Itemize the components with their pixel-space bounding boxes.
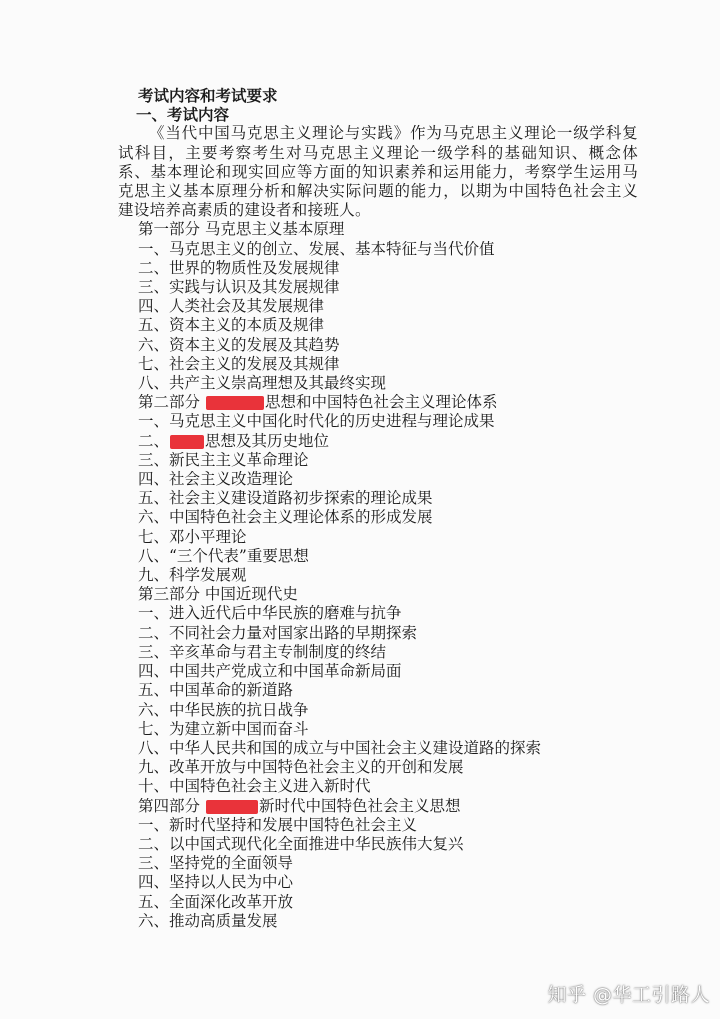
document-content bbox=[118, 86, 638, 931]
list-item: 四、中国共产党成立和中国革命新局面 bbox=[138, 662, 402, 681]
part4-title bbox=[118, 797, 638, 816]
section-heading: 一、考试内容 bbox=[136, 105, 230, 125]
list-item: 六、中国特色社会主义理论体系的形成发展 bbox=[138, 508, 433, 527]
list-item: 一、马克思主义的创立、发展、基本特征与当代价值 bbox=[138, 239, 495, 258]
list-item: 三、坚持党的全面领导 bbox=[138, 854, 294, 873]
list-item: 四、人类社会及其发展规律 bbox=[138, 297, 325, 316]
list-item: 八、中华人民共和国的成立与中国社会主义建设道路的探索 bbox=[138, 738, 542, 757]
list-item: 七、邓小平理论 bbox=[138, 527, 247, 546]
list-item: 八、“三个代表”重要思想 bbox=[138, 546, 309, 565]
list-item: 三、辛亥革命与君主专制制度的终结 bbox=[138, 642, 387, 661]
list-item: 二、世界的物质性及发展规律 bbox=[138, 258, 340, 277]
list-item: 七、社会主义的发展及其规律 bbox=[138, 354, 340, 373]
redaction-mark bbox=[170, 435, 204, 449]
list-item: 二、以中国式现代化全面推进中华民族伟大复兴 bbox=[138, 834, 464, 853]
list-item: 四、社会主义改造理论 bbox=[138, 470, 294, 489]
intro-paragraph: 《当代中国马克思主义理论与实践》作为马克思主义理论一级学科复试科目，主要考察考生对马克思主义理论一级学科的基础知识、概念体系、基本理论和现实回应等方面的知识素养和运用能力，考察学生运用马克思主义基本原理分析和解决实际问题的能力，以期为中国特色社会主义建设培养高素质的建设者和接班人。 bbox=[118, 124, 638, 220]
list-item: 六、推动高质量发展 bbox=[138, 911, 278, 930]
list-item bbox=[118, 432, 638, 451]
list-item: 八、共产主义崇高理想及其最终实现 bbox=[138, 374, 387, 393]
list-item: 五、资本主义的本质及规律 bbox=[138, 316, 325, 335]
document-heading: 考试内容和考试要求 bbox=[138, 86, 278, 105]
list-item: 十、中国特色社会主义进入新时代 bbox=[138, 777, 371, 796]
part2-title-suffix: 思想和中国特色社会主义理论体系 bbox=[264, 393, 498, 412]
part2-title bbox=[118, 393, 638, 412]
list-item: 三、新民主主义革命理论 bbox=[138, 450, 309, 469]
list-item: 一、新时代坚持和发展中国特色社会主义 bbox=[138, 815, 418, 834]
watermark-text: 知乎 @华工引路人 bbox=[547, 984, 710, 1006]
list-item: 五、社会主义建设道路初步探索的理论成果 bbox=[138, 489, 433, 508]
list-item: 七、为建立新中国而奋斗 bbox=[138, 719, 309, 738]
part2-title-prefix: 第二部分 bbox=[138, 393, 205, 412]
list-item: 二、不同社会力量对国家出路的早期探索 bbox=[138, 623, 418, 642]
redaction-mark bbox=[206, 396, 264, 410]
redaction-mark bbox=[206, 800, 258, 814]
item-suffix: 思想及其历史地位 bbox=[205, 431, 330, 450]
list-item: 五、中国革命的新道路 bbox=[138, 681, 294, 700]
list-item: 六、资本主义的发展及其趋势 bbox=[138, 335, 340, 354]
part4-title-prefix: 第四部分 bbox=[138, 796, 205, 815]
list-item: 六、中华民族的抗日战争 bbox=[138, 700, 309, 719]
list-item: 九、科学发展观 bbox=[138, 566, 247, 585]
list-item: 三、实践与认识及其发展规律 bbox=[138, 278, 340, 297]
part1-title: 第一部分 马克思主义基本原理 bbox=[138, 220, 345, 239]
list-item: 九、改革开放与中国特色社会主义的开创和发展 bbox=[138, 758, 464, 777]
list-item: 一、进入近代后中华民族的磨难与抗争 bbox=[138, 604, 402, 623]
part4-title-suffix: 新时代中国特色社会主义思想 bbox=[258, 796, 461, 815]
list-item: 四、坚持以人民为中心 bbox=[138, 873, 294, 892]
list-item: 五、全面深化改革开放 bbox=[138, 892, 294, 911]
list-item: 一、马克思主义中国化时代化的历史进程与理论成果 bbox=[138, 412, 495, 431]
part3-title: 第三部分 中国近现代史 bbox=[138, 585, 298, 604]
item-prefix: 二、 bbox=[138, 431, 170, 450]
